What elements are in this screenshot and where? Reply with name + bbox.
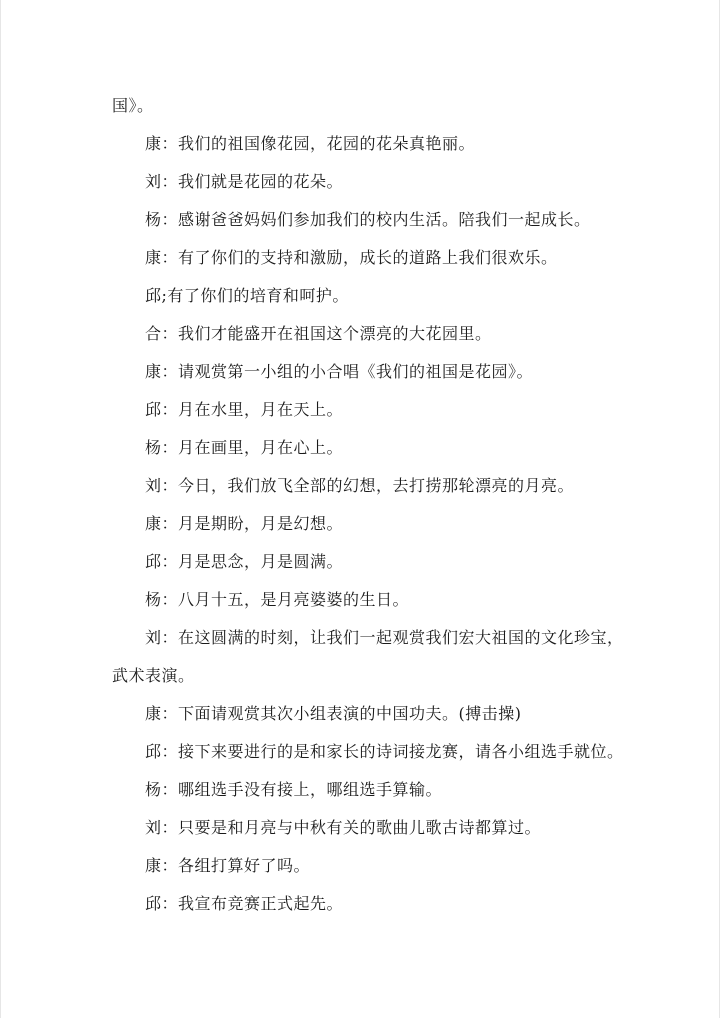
text-line-2: 康：我们的祖国像花园，花园的花朵真艳丽。 <box>145 134 476 153</box>
text-line-3: 刘：我们就是花园的花朵。 <box>145 172 344 191</box>
text-line-18: 邱：接下来要进行的是和家长的诗词接龙赛，请各小组选手就位。 <box>145 742 624 761</box>
text-line-8: 康：请观赏第一小组的小合唱《我们的祖国是花园》。 <box>145 362 534 381</box>
text-line-7: 合：我们才能盛开在祖国这个漂亮的大花园里。 <box>145 324 492 343</box>
text-line-6: 邱;有了你们的培育和呵护。 <box>145 286 349 305</box>
text-line-9: 邱：月在水里，月在天上。 <box>145 400 344 419</box>
text-line-15: 刘：在这圆满的时刻，让我们一起观赏我们宏大祖国的文化珍宝， <box>145 628 624 647</box>
text-line-11: 刘：今日，我们放飞全部的幻想，去打捞那轮漂亮的月亮。 <box>145 476 575 495</box>
text-line-10: 杨：月在画里，月在心上。 <box>145 438 344 457</box>
text-line-4: 杨：感谢爸爸妈妈们参加我们的校内生活。陪我们一起成长。 <box>145 210 591 229</box>
text-line-13: 邱：月是思念，月是圆满。 <box>145 552 344 571</box>
text-line-17: 康：下面请观赏其次小组表演的中国功夫。(搏击操) <box>145 704 522 723</box>
text-line-5: 康：有了你们的支持和激励，成长的道路上我们很欢乐。 <box>145 248 558 267</box>
text-line-20: 刘：只要是和月亮与中秋有关的歌曲儿歌古诗都算过。 <box>145 818 542 837</box>
text-line-16: 武术表演。 <box>112 666 195 685</box>
text-line-22: 邱：我宣布竞赛正式起先。 <box>145 894 344 913</box>
text-line-1: 国》。 <box>112 96 154 115</box>
text-line-19: 杨：哪组选手没有接上，哪组选手算输。 <box>145 780 443 799</box>
text-line-14: 杨：八月十五，是月亮婆婆的生日。 <box>145 590 410 609</box>
text-line-12: 康：月是期盼，月是幻想。 <box>145 514 344 533</box>
text-line-21: 康：各组打算好了吗。 <box>145 856 311 875</box>
